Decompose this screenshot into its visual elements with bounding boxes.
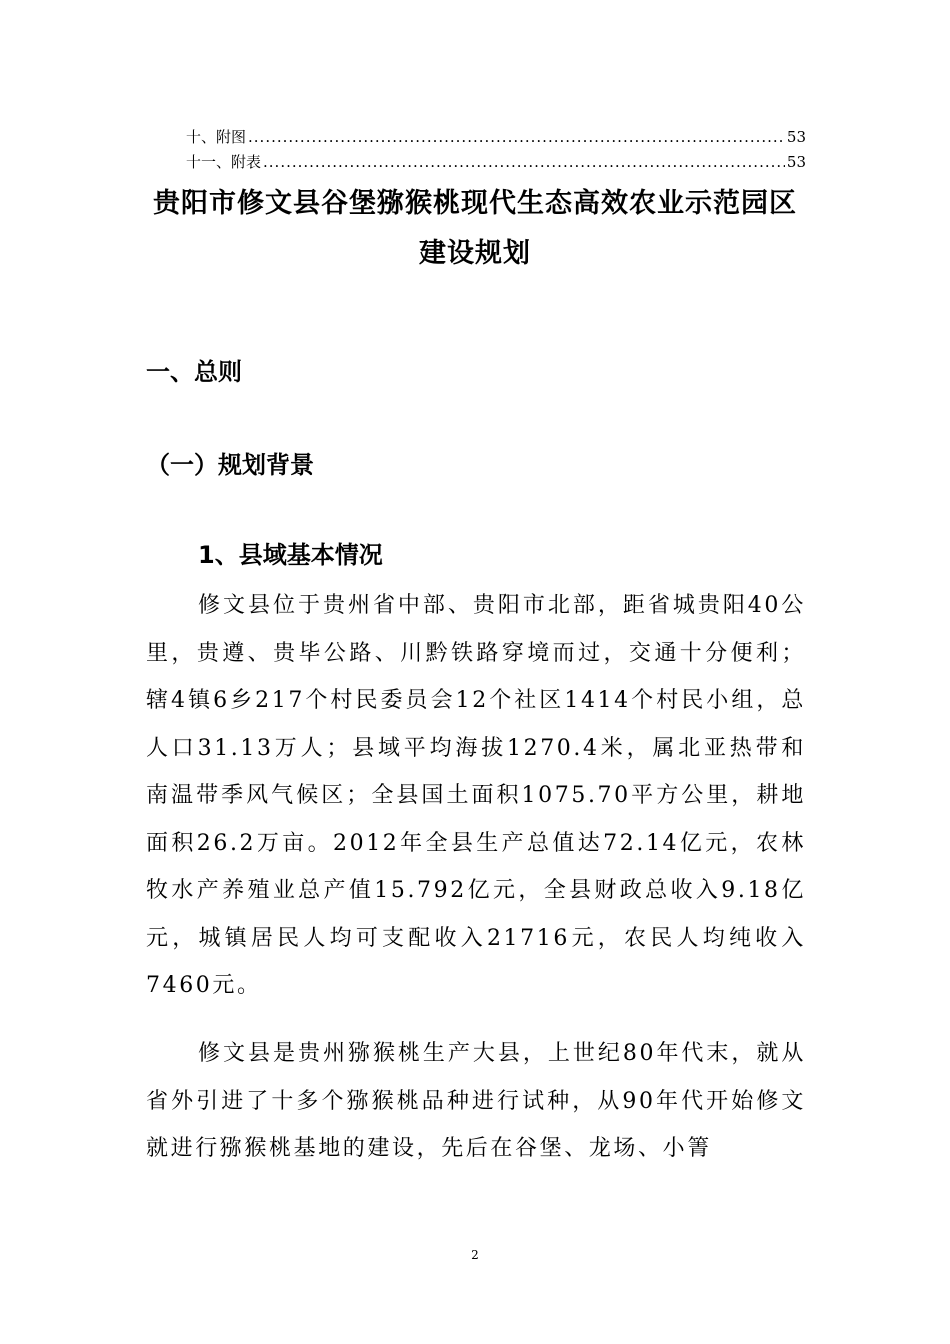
- toc-leader-dots: [248, 126, 785, 148]
- toc-entry-tables: [186, 151, 806, 173]
- body-paragraph: 修文县位于贵州省中部、贵阳市北部，距省城贵阳40公里，贵遵、贵毕公路、川黔铁路穿境而过，交通十分便利；辖4镇6乡217个村民委员会12个社区1414个村民小组，总人口31.13万人；县域平均海拔1270.4米，属北亚热带和南温带季风气候区；全县国土面积1075.70平方公里，耕地面积26.2万亩。2012年全县生产总值达72.14亿元，农林牧水产养殖业总产值15.792亿元，全县财政总收入9.18亿元，城镇居民人均可支配收入21716元，农民人均纯收入7460元。: [146, 593, 806, 998]
- subsubsection-heading: 1、县域基本情况: [198, 541, 383, 569]
- subsection-heading: （一）规划背景: [146, 451, 314, 479]
- page-number: 2: [471, 1248, 479, 1262]
- toc-entry-page: 53: [786, 128, 806, 146]
- document-title-line-2: 建设规划: [419, 238, 531, 269]
- toc-entry-label: 十一、附表: [186, 153, 262, 171]
- toc-entry-figures: [186, 126, 806, 148]
- toc-entry-page: 53: [786, 153, 806, 171]
- section-heading: 一、总则: [146, 358, 242, 386]
- toc-entry-label: 十、附图: [186, 128, 247, 146]
- toc-leader-dots: [263, 151, 785, 173]
- document-title-line-1: 贵阳市修文县谷堡猕猴桃现代生态高效农业示范园区: [153, 188, 797, 219]
- body-paragraph: 修文县是贵州猕猴桃生产大县，上世纪80年代末，就从省外引进了十多个猕猴桃品种进行试种，从90年代开始修文就进行猕猴桃基地的建设，先后在谷堡、龙场、小箐: [146, 1041, 806, 1161]
